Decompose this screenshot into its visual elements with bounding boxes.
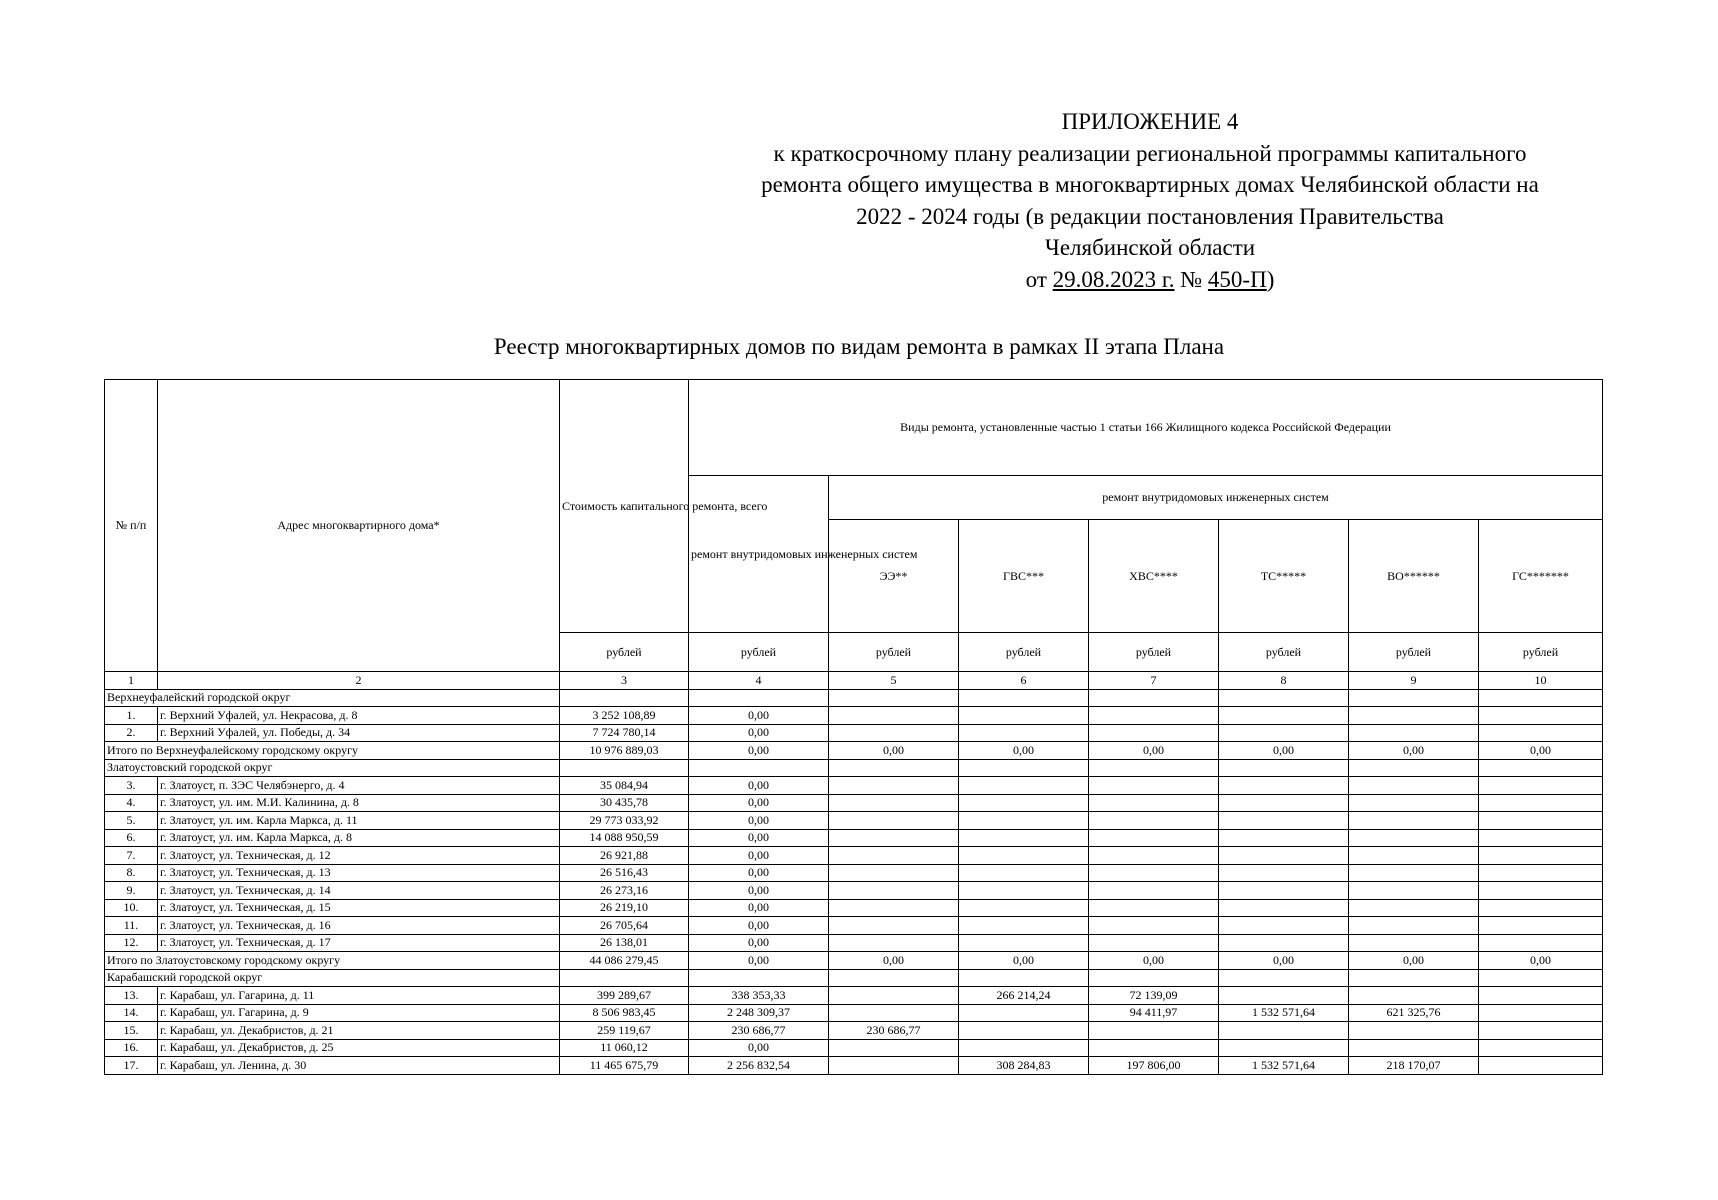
row-number: 16. — [105, 1039, 158, 1057]
cell-value: 0,00 — [689, 1039, 829, 1057]
house-address: г. Златоуст, ул. им. Карла Маркса, д. 8 — [158, 829, 560, 847]
appendix-title: ПРИЛОЖЕНИЕ 4 — [1061, 109, 1239, 134]
cell-value — [829, 1057, 959, 1075]
total-value: 0,00 — [829, 952, 959, 970]
empty-cell — [1219, 969, 1349, 987]
group-header-repair-types: Виды ремонта, установленные частью 1 статьи 166 Жилищного кодекса Российской Федерации — [689, 380, 1603, 476]
total-value: 0,00 — [959, 952, 1089, 970]
cell-value — [959, 1039, 1089, 1057]
total-value: 0,00 — [1219, 952, 1349, 970]
cell-value: 0,00 — [689, 847, 829, 865]
total-cost: 11 465 675,79 — [560, 1057, 689, 1075]
cell-value — [1089, 724, 1219, 742]
cell-value — [829, 864, 959, 882]
column-number: 10 — [1479, 672, 1603, 690]
cell-value — [1349, 847, 1479, 865]
cell-value — [1089, 934, 1219, 952]
cell-value: 0,00 — [689, 899, 829, 917]
empty-cell — [1089, 759, 1219, 777]
cell-value — [1089, 864, 1219, 882]
empty-cell — [1479, 969, 1603, 987]
col-header-cost: Стоимость капитального ремонта, всего — [560, 380, 689, 633]
table-row — [105, 934, 1603, 952]
row-number: 17. — [105, 1057, 158, 1075]
cell-value: 0,00 — [689, 724, 829, 742]
total-value: 0,00 — [959, 742, 1089, 760]
cell-value — [959, 1004, 1089, 1022]
total-cost: 30 435,78 — [560, 794, 689, 812]
group-header-subsystems: ремонт внутридомовых инженерных систем — [829, 476, 1603, 520]
empty-cell — [829, 969, 959, 987]
row-number: 12. — [105, 934, 158, 952]
total-value: 0,00 — [689, 742, 829, 760]
cell-value: 621 325,76 — [1349, 1004, 1479, 1022]
row-number: 2. — [105, 724, 158, 742]
cell-value: 0,00 — [689, 812, 829, 830]
cell-value — [829, 812, 959, 830]
total-cost: 26 921,88 — [560, 847, 689, 865]
cell-value — [1349, 1022, 1479, 1040]
cell-value — [1219, 724, 1349, 742]
cell-value: 338 353,33 — [689, 987, 829, 1005]
cell-value — [1219, 1039, 1349, 1057]
table-row — [105, 1039, 1603, 1057]
registry-table — [104, 379, 1603, 1075]
total-cost: 26 705,64 — [560, 917, 689, 935]
empty-cell — [1479, 689, 1603, 707]
cell-value — [959, 899, 1089, 917]
cell-value — [1479, 1022, 1603, 1040]
total-value: 10 976 889,03 — [560, 742, 689, 760]
total-row — [105, 952, 1603, 970]
cell-value — [959, 882, 1089, 900]
cell-value: 0,00 — [689, 934, 829, 952]
table-row — [105, 1022, 1603, 1040]
empty-cell — [689, 969, 829, 987]
cell-value — [959, 812, 1089, 830]
cell-value — [1349, 829, 1479, 847]
header-resolution-line — [700, 264, 1600, 296]
total-cost: 29 773 033,92 — [560, 812, 689, 830]
col-header-address: Адрес многоквартирного дома* — [158, 380, 560, 672]
total-value: 0,00 — [1349, 952, 1479, 970]
cell-value — [1089, 899, 1219, 917]
cell-value — [1349, 1039, 1479, 1057]
cell-value: 0,00 — [689, 707, 829, 725]
section-label: Златоустовский городской округ — [105, 759, 560, 777]
empty-cell — [829, 759, 959, 777]
empty-cell — [829, 689, 959, 707]
table-row — [105, 899, 1603, 917]
cell-value — [829, 934, 959, 952]
cell-value — [1479, 847, 1603, 865]
table-row — [105, 987, 1603, 1005]
row-number: 8. — [105, 864, 158, 882]
cell-value — [959, 917, 1089, 935]
table-row — [105, 829, 1603, 847]
house-address: г. Златоуст, ул. Техническая, д. 16 — [158, 917, 560, 935]
cell-value — [1219, 934, 1349, 952]
empty-cell — [959, 969, 1089, 987]
cell-value — [829, 899, 959, 917]
cell-value — [829, 847, 959, 865]
cell-value — [959, 829, 1089, 847]
row-number: 14. — [105, 1004, 158, 1022]
col-header-gvs: ГВС*** — [959, 520, 1089, 633]
col-header-ts: ТС***** — [1219, 520, 1349, 633]
unit-label: рублей — [1089, 633, 1219, 672]
section-label: Карабашский городской округ — [105, 969, 560, 987]
house-address: г. Златоуст, ул. Техническая, д. 12 — [158, 847, 560, 865]
cell-value — [1479, 1039, 1603, 1057]
empty-cell — [689, 689, 829, 707]
cell-value — [1089, 882, 1219, 900]
cell-value — [1089, 812, 1219, 830]
cell-value — [1089, 1022, 1219, 1040]
house-address: г. Златоуст, ул. Техническая, д. 14 — [158, 882, 560, 900]
empty-cell — [1219, 759, 1349, 777]
column-number-row — [105, 672, 1603, 690]
registry-title: Реестр многоквартирных домов по видам ремонта в рамках II этапа Плана — [493, 334, 1225, 359]
cell-value — [1349, 899, 1479, 917]
total-value: 0,00 — [1349, 742, 1479, 760]
table-row — [105, 707, 1603, 725]
number-prefix: № — [1174, 266, 1208, 292]
cell-value — [1479, 934, 1603, 952]
cell-value — [1479, 899, 1603, 917]
cell-value — [1349, 707, 1479, 725]
cell-value: 0,00 — [689, 917, 829, 935]
cell-value — [959, 1022, 1089, 1040]
cell-value — [959, 934, 1089, 952]
column-number: 3 — [560, 672, 689, 690]
total-value: 0,00 — [1219, 742, 1349, 760]
cell-value — [959, 847, 1089, 865]
empty-cell — [1089, 689, 1219, 707]
cell-value — [959, 794, 1089, 812]
cell-value — [1479, 829, 1603, 847]
registry-rows — [105, 689, 1603, 1074]
table-row — [105, 882, 1603, 900]
empty-cell — [1349, 689, 1479, 707]
cell-value — [829, 882, 959, 900]
col-header-number: № п/п — [105, 380, 158, 672]
cell-value — [1479, 777, 1603, 795]
unit-label: рублей — [1219, 633, 1349, 672]
cell-value — [1479, 882, 1603, 900]
empty-cell — [560, 689, 689, 707]
house-address: г. Златоуст, ул. им. М.И. Калинина, д. 8 — [158, 794, 560, 812]
empty-cell — [560, 969, 689, 987]
row-number: 6. — [105, 829, 158, 847]
cell-value — [1089, 1039, 1219, 1057]
cell-value: 230 686,77 — [689, 1022, 829, 1040]
cell-value — [1219, 864, 1349, 882]
column-number: 9 — [1349, 672, 1479, 690]
col-header-vo: ВО****** — [1349, 520, 1479, 633]
resolution-date: 29.08.2023 г. — [1052, 266, 1175, 292]
cell-value — [1219, 794, 1349, 812]
cell-value — [959, 724, 1089, 742]
cell-value — [1219, 707, 1349, 725]
unit-label: рублей — [829, 633, 959, 672]
total-cost: 11 060,12 — [560, 1039, 689, 1057]
total-value: 0,00 — [1479, 742, 1603, 760]
cell-value — [1349, 917, 1479, 935]
col-header-repair-systems: ремонт внутридомовых инженерных систем — [689, 476, 829, 633]
house-address: г. Златоуст, ул. Техническая, д. 15 — [158, 899, 560, 917]
empty-cell — [959, 689, 1089, 707]
row-number: 15. — [105, 1022, 158, 1040]
cell-value — [1349, 864, 1479, 882]
cell-value — [1479, 1004, 1603, 1022]
cell-value — [1219, 1022, 1349, 1040]
cell-value — [1479, 864, 1603, 882]
table-row — [105, 917, 1603, 935]
row-number: 10. — [105, 899, 158, 917]
column-number: 2 — [158, 672, 560, 690]
cell-value: 0,00 — [689, 882, 829, 900]
table-row — [105, 812, 1603, 830]
cell-value — [1219, 829, 1349, 847]
cell-value — [829, 987, 959, 1005]
cell-value — [1479, 812, 1603, 830]
house-address: г. Златоуст, ул. Техническая, д. 13 — [158, 864, 560, 882]
cell-value — [829, 829, 959, 847]
house-address: г. Карабаш, ул. Гагарина, д. 9 — [158, 1004, 560, 1022]
cell-value — [1219, 917, 1349, 935]
cell-value: 0,00 — [689, 794, 829, 812]
header-line-4: 2022 - 2024 годы (в редакции постановления Правительства — [856, 203, 1444, 229]
cell-value — [1089, 707, 1219, 725]
row-number: 3. — [105, 777, 158, 795]
total-cost: 35 084,94 — [560, 777, 689, 795]
total-cost: 3 252 108,89 — [560, 707, 689, 725]
cell-value — [1219, 899, 1349, 917]
column-number: 4 — [689, 672, 829, 690]
cell-value — [829, 1004, 959, 1022]
column-number: 8 — [1219, 672, 1349, 690]
empty-cell — [1349, 759, 1479, 777]
empty-cell — [1349, 969, 1479, 987]
cell-value — [1089, 917, 1219, 935]
cell-value — [829, 777, 959, 795]
empty-cell — [689, 759, 829, 777]
cell-value — [1479, 707, 1603, 725]
cell-value — [1089, 794, 1219, 812]
cell-value: 2 256 832,54 — [689, 1057, 829, 1075]
cell-value — [1219, 987, 1349, 1005]
total-cost: 26 219,10 — [560, 899, 689, 917]
table-row — [105, 794, 1603, 812]
row-number: 9. — [105, 882, 158, 900]
total-cost: 26 138,01 — [560, 934, 689, 952]
empty-cell — [1089, 969, 1219, 987]
cell-value: 266 214,24 — [959, 987, 1089, 1005]
cell-value — [829, 707, 959, 725]
cell-value — [1219, 777, 1349, 795]
total-value: 0,00 — [1089, 742, 1219, 760]
cell-value — [1219, 847, 1349, 865]
total-label: Итого по Верхнеуфалейскому городскому округу — [105, 742, 560, 760]
cell-value — [829, 724, 959, 742]
house-address: г. Карабаш, ул. Декабристов, д. 21 — [158, 1022, 560, 1040]
cell-value — [959, 777, 1089, 795]
column-number: 5 — [829, 672, 959, 690]
row-number: 1. — [105, 707, 158, 725]
cell-value: 94 411,97 — [1089, 1004, 1219, 1022]
cell-value: 230 686,77 — [829, 1022, 959, 1040]
resolution-number: 450-П — [1207, 266, 1267, 292]
cell-value: 0,00 — [689, 829, 829, 847]
house-address: г. Карабаш, ул. Декабристов, д. 25 — [158, 1039, 560, 1057]
section-row — [105, 969, 1603, 987]
empty-cell — [1479, 759, 1603, 777]
cell-value: 1 532 571,64 — [1219, 1057, 1349, 1075]
cell-value — [1089, 777, 1219, 795]
cell-value — [1349, 934, 1479, 952]
total-cost: 26 516,43 — [560, 864, 689, 882]
cell-value: 197 806,00 — [1089, 1057, 1219, 1075]
cell-value — [1349, 794, 1479, 812]
cell-value — [829, 1039, 959, 1057]
table-row — [105, 724, 1603, 742]
empty-cell — [959, 759, 1089, 777]
cell-value: 218 170,07 — [1349, 1057, 1479, 1075]
cell-value — [1349, 882, 1479, 900]
total-value: 0,00 — [1479, 952, 1603, 970]
cell-value: 308 284,83 — [959, 1057, 1089, 1075]
cell-value: 0,00 — [689, 777, 829, 795]
total-cost: 259 119,67 — [560, 1022, 689, 1040]
cell-value — [829, 917, 959, 935]
column-number: 6 — [959, 672, 1089, 690]
cell-value — [1479, 987, 1603, 1005]
total-value: 0,00 — [829, 742, 959, 760]
house-address: г. Верхний Уфалей, ул. Некрасова, д. 8 — [158, 707, 560, 725]
total-cost: 26 273,16 — [560, 882, 689, 900]
table-row — [105, 864, 1603, 882]
section-row — [105, 759, 1603, 777]
house-address: г. Карабаш, ул. Гагарина, д. 11 — [158, 987, 560, 1005]
unit-label: рублей — [560, 633, 689, 672]
cell-value — [1479, 917, 1603, 935]
row-number: 11. — [105, 917, 158, 935]
header-line-5: Челябинской области — [1044, 235, 1256, 260]
cell-value — [1089, 847, 1219, 865]
cell-value: 0,00 — [689, 864, 829, 882]
total-cost: 399 289,67 — [560, 987, 689, 1005]
cell-value — [1479, 794, 1603, 812]
cell-value — [1349, 987, 1479, 1005]
column-number: 1 — [105, 672, 158, 690]
row-number: 7. — [105, 847, 158, 865]
empty-cell — [1219, 689, 1349, 707]
total-value: 0,00 — [689, 952, 829, 970]
table-row — [105, 777, 1603, 795]
row-number: 5. — [105, 812, 158, 830]
cell-value — [1349, 812, 1479, 830]
cell-value — [959, 707, 1089, 725]
cell-value — [1479, 1057, 1603, 1075]
cell-value — [1089, 829, 1219, 847]
row-number: 4. — [105, 794, 158, 812]
table-row — [105, 1004, 1603, 1022]
empty-cell — [560, 759, 689, 777]
unit-label: рублей — [959, 633, 1089, 672]
cell-value: 72 139,09 — [1089, 987, 1219, 1005]
cell-value: 1 532 571,64 — [1219, 1004, 1349, 1022]
unit-label: рублей — [1349, 633, 1479, 672]
col-header-hvs: ХВС**** — [1089, 520, 1219, 633]
total-cost: 14 088 950,59 — [560, 829, 689, 847]
header-line-2: к краткосрочному плану реализации региональной программы капитального — [773, 140, 1527, 166]
total-cost: 7 724 780,14 — [560, 724, 689, 742]
col-header-ee: ЭЭ** — [829, 520, 959, 633]
cell-value — [1349, 777, 1479, 795]
header-line-3: ремонта общего имущества в многоквартирных домах Челябинской области на — [761, 172, 1539, 197]
appendix-header — [700, 106, 1600, 295]
house-address: г. Златоуст, ул. им. Карла Маркса, д. 11 — [158, 812, 560, 830]
close-paren: ) — [1266, 266, 1275, 292]
cell-value — [959, 864, 1089, 882]
cell-value — [1219, 882, 1349, 900]
total-value: 44 086 279,45 — [560, 952, 689, 970]
cell-value — [829, 794, 959, 812]
table-row — [105, 1057, 1603, 1075]
cell-value — [1349, 724, 1479, 742]
cell-value — [1219, 812, 1349, 830]
col-header-gs: ГС******* — [1479, 520, 1603, 633]
section-label: Верхнеуфалейский городской округ — [105, 689, 560, 707]
house-address: г. Карабаш, ул. Ленина, д. 30 — [158, 1057, 560, 1075]
house-address: г. Златоуст, ул. Техническая, д. 17 — [158, 934, 560, 952]
house-address: г. Верхний Уфалей, ул. Победы, д. 34 — [158, 724, 560, 742]
total-value: 0,00 — [1089, 952, 1219, 970]
total-row — [105, 742, 1603, 760]
cell-value — [1479, 724, 1603, 742]
row-number: 13. — [105, 987, 158, 1005]
house-address: г. Златоуст, п. ЗЭС Челябэнерго, д. 4 — [158, 777, 560, 795]
total-label: Итого по Златоустовскому городскому округу — [105, 952, 560, 970]
section-row — [105, 689, 1603, 707]
date-prefix: от — [1025, 266, 1053, 292]
table-row — [105, 847, 1603, 865]
column-number: 7 — [1089, 672, 1219, 690]
unit-label: рублей — [1479, 633, 1603, 672]
cell-value: 2 248 309,37 — [689, 1004, 829, 1022]
total-cost: 8 506 983,45 — [560, 1004, 689, 1022]
unit-label: рублей — [689, 633, 829, 672]
